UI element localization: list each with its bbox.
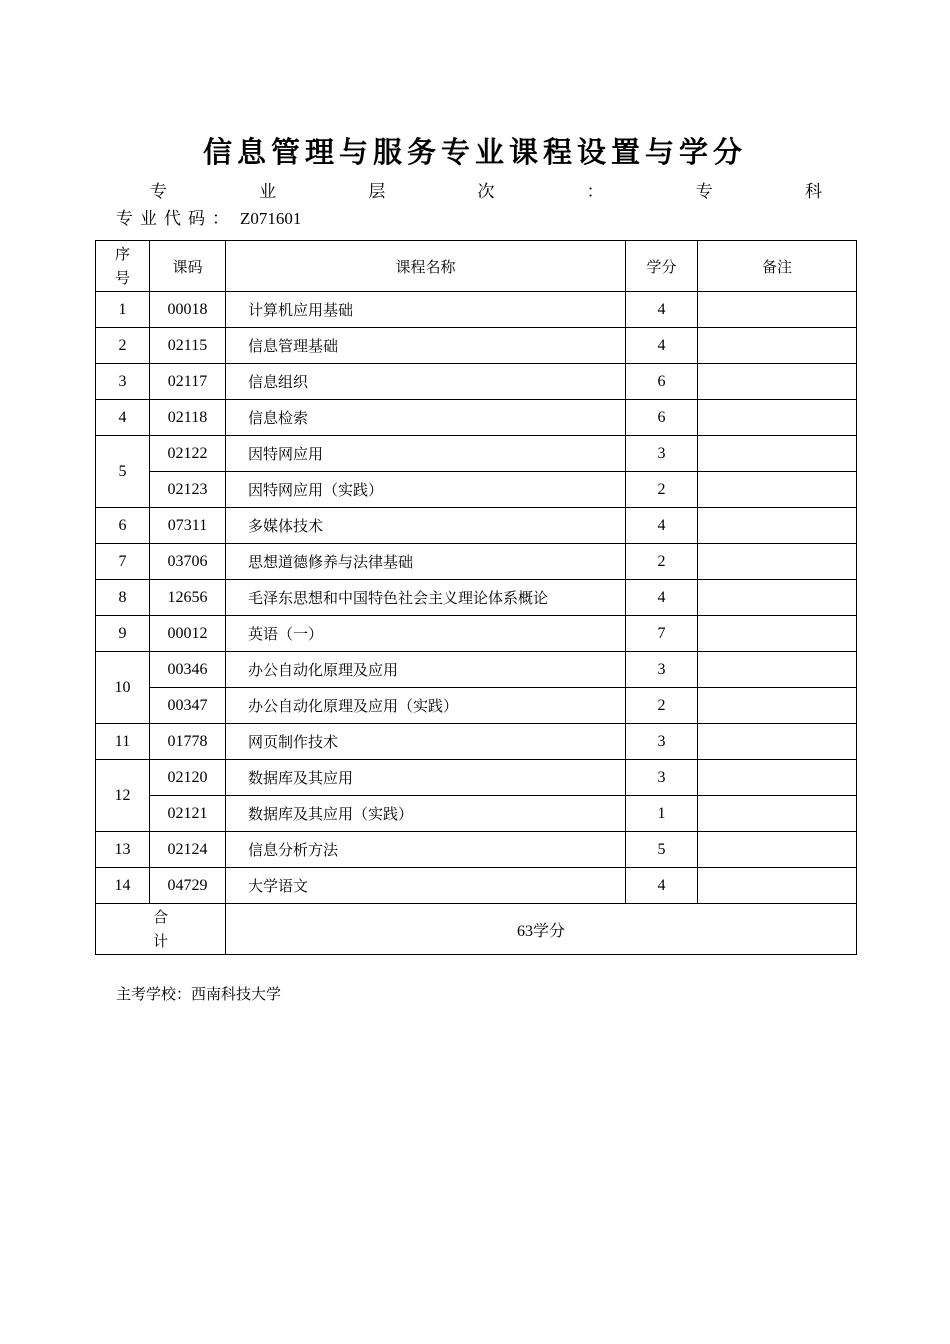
- header-name: 课程名称: [226, 241, 626, 292]
- total-label: 合 计: [152, 908, 168, 950]
- course-note: [698, 832, 857, 868]
- table-row: [96, 724, 857, 760]
- course-note: [698, 796, 857, 832]
- table-row: [96, 328, 857, 364]
- level-char: 业: [259, 182, 277, 202]
- course-note: [698, 292, 857, 328]
- course-credit: 2: [626, 472, 698, 508]
- course-name: 计算机应用基础: [226, 292, 626, 328]
- course-name: 办公自动化原理及应用: [226, 652, 626, 688]
- course-credit: 3: [626, 436, 698, 472]
- table-row: [96, 796, 857, 832]
- course-credit: 7: [626, 616, 698, 652]
- row-seq: 8: [96, 580, 150, 616]
- course-code: 01778: [150, 724, 226, 760]
- course-code: 02122: [150, 436, 226, 472]
- major-code-label: 专业代码：: [116, 209, 236, 229]
- row-seq: 1: [96, 292, 150, 328]
- course-name: 大学语文: [226, 868, 626, 904]
- row-seq: 9: [96, 616, 150, 652]
- header-seq-line: 序: [114, 245, 130, 263]
- major-code-value: Z071601: [240, 209, 302, 228]
- total-label-cell: [96, 904, 226, 955]
- table-row: [96, 364, 857, 400]
- course-credit: 4: [626, 868, 698, 904]
- table-row: [96, 436, 857, 472]
- header-note: 备注: [698, 241, 857, 292]
- course-note: [698, 652, 857, 688]
- course-code: 04729: [150, 868, 226, 904]
- course-credit: 2: [626, 544, 698, 580]
- course-credit: 1: [626, 796, 698, 832]
- course-credit: 4: [626, 328, 698, 364]
- row-seq: 11: [96, 724, 150, 760]
- table-row: [96, 832, 857, 868]
- row-seq: 3: [96, 364, 150, 400]
- course-credit: 4: [626, 580, 698, 616]
- table-row: [96, 544, 857, 580]
- row-seq: 7: [96, 544, 150, 580]
- level-char: ：: [586, 182, 604, 202]
- course-credit: 6: [626, 400, 698, 436]
- course-name: 思想道德修养与法律基础: [226, 544, 626, 580]
- course-code: 00347: [150, 688, 226, 724]
- course-code: 02124: [150, 832, 226, 868]
- level-char: 专: [150, 182, 167, 202]
- course-note: [698, 580, 857, 616]
- course-code: 02121: [150, 796, 226, 832]
- course-name: 英语（一）: [226, 616, 626, 652]
- course-code: 00018: [150, 292, 226, 328]
- course-name: 信息组织: [226, 364, 626, 400]
- header-seq: [96, 241, 150, 292]
- course-code: 07311: [150, 508, 226, 544]
- row-seq: 5: [96, 436, 150, 508]
- course-note: [698, 616, 857, 652]
- course-code: 02120: [150, 760, 226, 796]
- course-code: 02118: [150, 400, 226, 436]
- course-note: [698, 508, 857, 544]
- course-note: [698, 868, 857, 904]
- table-row: [96, 868, 857, 904]
- table-row: [96, 760, 857, 796]
- course-code: 00346: [150, 652, 226, 688]
- course-note: [698, 688, 857, 724]
- table-row: [96, 652, 857, 688]
- course-note: [698, 436, 857, 472]
- level-char: 科: [804, 182, 822, 202]
- course-credit: 6: [626, 364, 698, 400]
- table-row: [96, 616, 857, 652]
- row-seq: 10: [96, 652, 150, 724]
- course-credit: 3: [626, 652, 698, 688]
- table-header-row: [96, 241, 857, 292]
- course-note: [698, 724, 857, 760]
- table-row: [96, 688, 857, 724]
- course-note: [698, 364, 857, 400]
- course-code: 02115: [150, 328, 226, 364]
- course-code: 12656: [150, 580, 226, 616]
- course-credit: 3: [626, 760, 698, 796]
- page-title: 信息管理与服务专业课程设置与学分: [202, 135, 747, 169]
- course-name: 数据库及其应用（实践）: [226, 796, 626, 832]
- row-seq: 6: [96, 508, 150, 544]
- course-credit: 4: [626, 292, 698, 328]
- header-credit: 学分: [626, 241, 698, 292]
- course-name: 信息检索: [226, 400, 626, 436]
- level-char: 层: [368, 182, 386, 202]
- row-seq: 2: [96, 328, 150, 364]
- table-row: [96, 292, 857, 328]
- course-code: 02123: [150, 472, 226, 508]
- level-char: 专: [695, 182, 713, 202]
- major-level-line: [150, 177, 822, 201]
- course-name: 信息管理基础: [226, 328, 626, 364]
- row-seq: 4: [96, 400, 150, 436]
- course-name: 网页制作技术: [226, 724, 626, 760]
- course-name: 因特网应用（实践）: [226, 472, 626, 508]
- course-note: [698, 544, 857, 580]
- row-seq: 14: [96, 868, 150, 904]
- course-name: 毛泽东思想和中国特色社会主义理论体系概论: [226, 580, 626, 616]
- table-row: [96, 508, 857, 544]
- course-code: 02117: [150, 364, 226, 400]
- row-seq: 12: [96, 760, 150, 832]
- course-credit: 5: [626, 832, 698, 868]
- course-note: [698, 760, 857, 796]
- course-code: 03706: [150, 544, 226, 580]
- level-char: 次: [477, 182, 495, 202]
- course-credit: 4: [626, 508, 698, 544]
- course-name: 信息分析方法: [226, 832, 626, 868]
- course-note: [698, 472, 857, 508]
- total-value: 63学分: [226, 904, 857, 955]
- header-seq-line: 号: [114, 269, 130, 287]
- course-table-body: [96, 292, 857, 904]
- course-credit: 3: [626, 724, 698, 760]
- course-name: 因特网应用: [226, 436, 626, 472]
- header-code: 课码: [150, 241, 226, 292]
- course-name: 多媒体技术: [226, 508, 626, 544]
- course-name: 办公自动化原理及应用（实践）: [226, 688, 626, 724]
- exam-school: 主考学校：西南科技大学: [116, 985, 282, 1003]
- table-row: [96, 400, 857, 436]
- table-row: [96, 580, 857, 616]
- course-note: [698, 400, 857, 436]
- course-name: 数据库及其应用: [226, 760, 626, 796]
- course-code: 00012: [150, 616, 226, 652]
- course-credit: 2: [626, 688, 698, 724]
- total-row: [96, 904, 857, 955]
- course-table: [95, 240, 857, 955]
- course-note: [698, 328, 857, 364]
- row-seq: 13: [96, 832, 150, 868]
- major-code-line: [116, 204, 301, 228]
- table-row: [96, 472, 857, 508]
